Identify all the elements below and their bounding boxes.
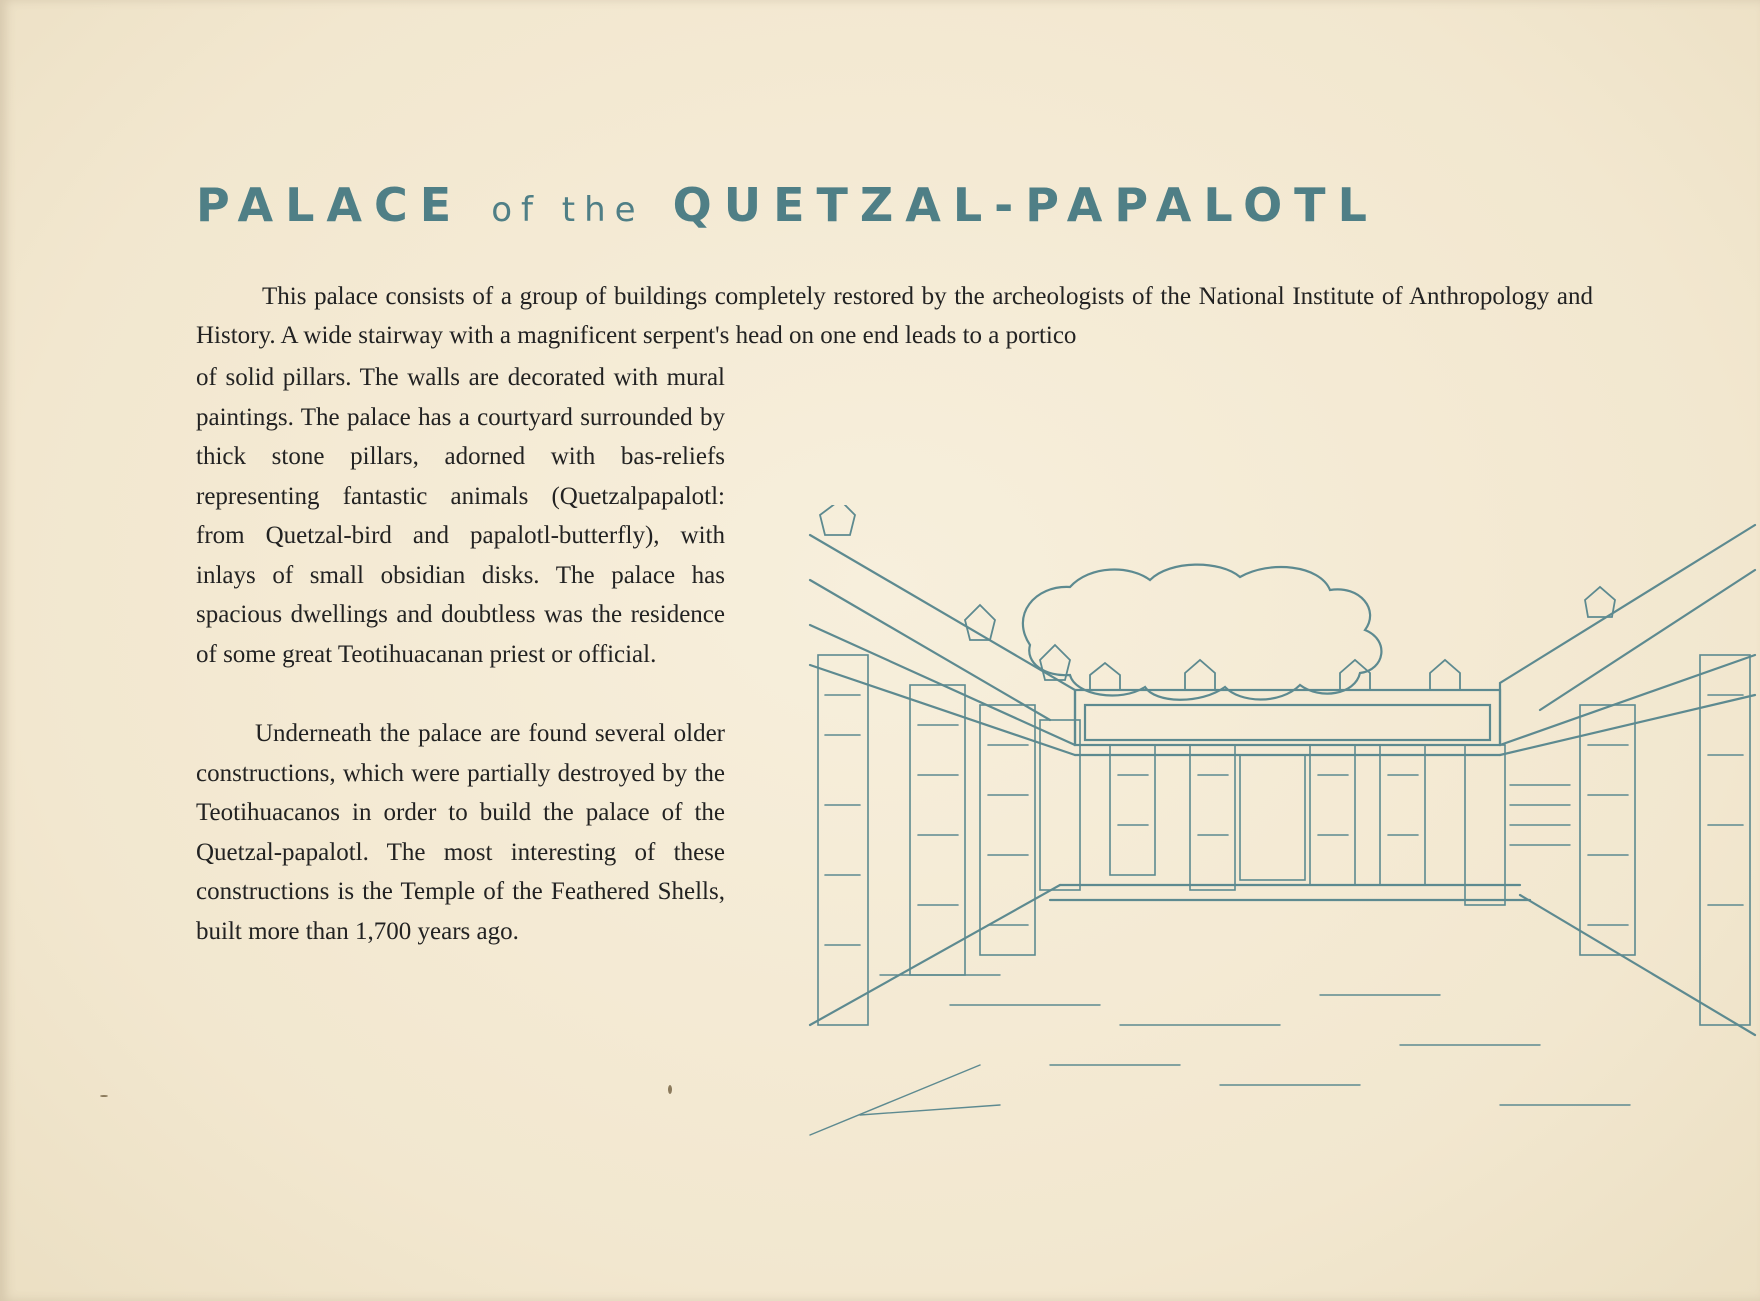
paper-speck — [668, 1085, 672, 1094]
palace-courtyard-illustration — [800, 505, 1760, 1165]
body-paragraph-2: Underneath the palace are found several older constructions, which were partially destroyed by the Teotihuacanos in order to build the palace of the Quetzal-papalotl. The most interesting of these constructions is the Temple of the Feathered Shells, built more than 1,700 years ago. — [196, 720, 725, 945]
intro-paragraph: This palace consists of a group of buildings completely restored by the archeologists of the National Institute of Anthropology and History. A wide stairway with a magnificent serpent's head on one end leads to a portico — [196, 283, 1593, 349]
paper-speck — [100, 1095, 108, 1097]
body-paragraph-1: of solid pillars. The walls are decorated with mural paintings. The palace has a courtyard surrounded by thick stone pillars, adorned with bas-reliefs representing fantastic animals (Quetzalpapalotl: from Quetzal-bird and papalotl-butterfly), with inlays of small obsidian disks. The palace has spacious dwellings and doubtless was the residence of some great Teotihuacanan priest or official. — [196, 364, 725, 668]
pillar-drawings — [818, 655, 1750, 1025]
title-part-palace: PALACE — [196, 178, 464, 232]
title-part-of-the: of the — [491, 190, 645, 230]
page-title — [196, 178, 1379, 232]
floor-sketch-lines — [810, 975, 1630, 1135]
crenellation-ornaments — [820, 505, 1615, 690]
cloud-drawing — [1023, 565, 1382, 700]
title-part-quetzal: QUETZAL-PAPALOTL — [672, 178, 1379, 232]
